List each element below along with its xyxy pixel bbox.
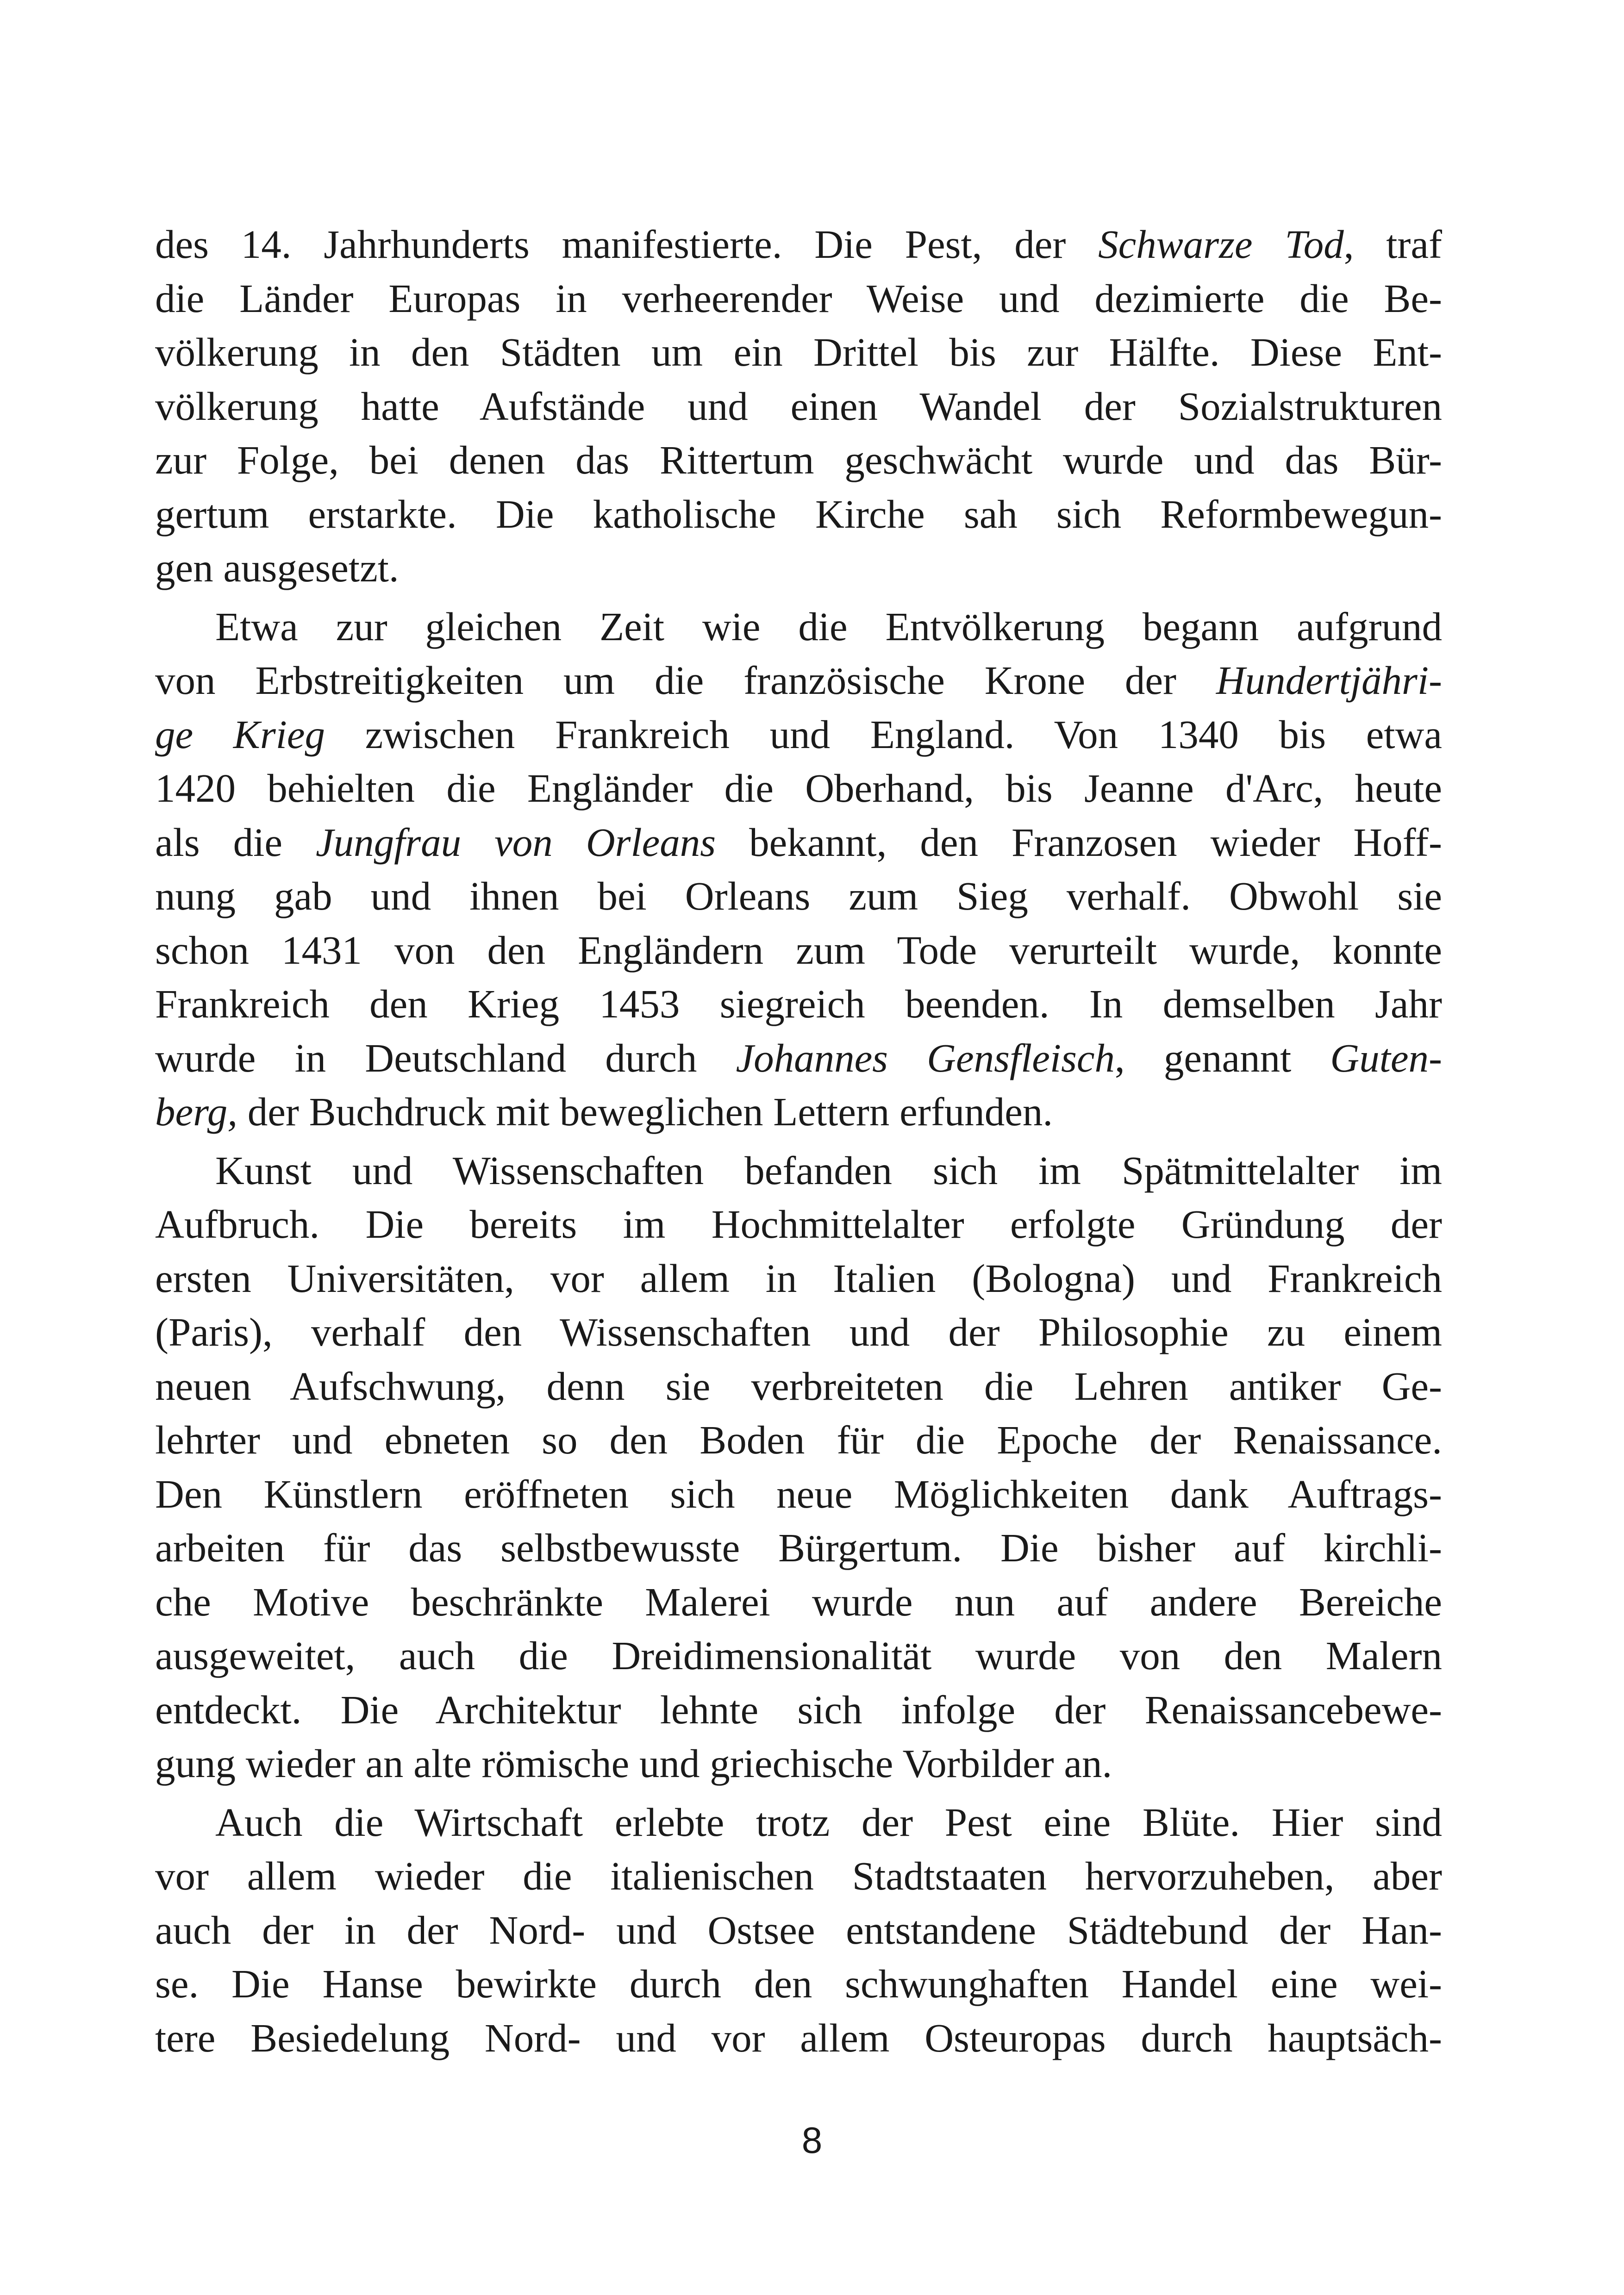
page-number: 8 [801, 2120, 823, 2161]
text-run: der Buchdruck mit beweglichen Lettern erfunden. [237, 1089, 1053, 1134]
text-run: (Paris), verhalf den Wissenschaften und der Philosophie zu einem [155, 1310, 1442, 1354]
italic-text: Jungfrau von Orleans [316, 819, 716, 865]
text-line [155, 433, 1442, 487]
italic-text: ge Krieg [155, 711, 325, 757]
text-line [155, 977, 1442, 1031]
text-run: Frankreich den Krieg 1453 siegreich beenden. In demselben Jahr [155, 981, 1442, 1026]
text-run: entdeckt. Die Architektur lehnte sich infolge der Renaissancebewe- [155, 1687, 1442, 1732]
text-line [155, 2011, 1442, 2065]
italic-text: Schwarze Tod [1098, 222, 1344, 267]
text-line [155, 272, 1442, 326]
text-run: gertum erstarkte. Die katholische Kirche sah sich Reformbewegun- [155, 491, 1442, 536]
text-line [155, 1683, 1442, 1737]
italic-text: berg, [155, 1089, 237, 1134]
text-line [155, 1305, 1442, 1360]
text-line [155, 816, 1442, 870]
text-run: lehrter und ebneten so den Boden für die Epoche der Renaissance. [155, 1417, 1442, 1462]
text-line [155, 1031, 1442, 1085]
paragraph-gap [155, 595, 1442, 600]
text-run: Auch die Wirtschaft erlebte trotz der Pest eine Blüte. Hier sind [215, 1799, 1442, 1845]
text-run: auch der in der Nord- und Ostsee entstandene Städtebund der Han- [155, 1907, 1442, 1952]
text-run: Kunst und Wissenschaften befanden sich im Spätmittelalter im [215, 1148, 1442, 1193]
text-run: bekannt, den Franzosen wieder Hoff- [716, 819, 1442, 865]
text-line [155, 600, 1442, 654]
text-run: 1420 behielten die Engländer die Oberhand, bis Jeanne d'Arc, heute [155, 766, 1442, 811]
text-run: des 14. Jahrhunderts manifestierte. Die Pest, der [155, 222, 1099, 267]
text-run: che Motive beschränkte Malerei wurde nun auf andere Bereiche [155, 1579, 1442, 1624]
paragraph [155, 1796, 1442, 2065]
body-text [155, 218, 1442, 2065]
paragraph [155, 1144, 1442, 1791]
text-run: Etwa zur gleichen Zeit wie die Entvölkerung begann aufgrund [215, 604, 1442, 649]
text-run: völkerung in den Städten um ein Drittel bis zur Hälfte. Diese Ent- [155, 330, 1442, 374]
text-line [155, 1360, 1442, 1414]
text-run: arbeiten für das selbstbewusste Bürgertum. Die bisher auf kirchli- [155, 1525, 1442, 1570]
text-run: se. Die Hanse bewirkte durch den schwunghaften Handel eine wei- [155, 1961, 1442, 2006]
text-line [155, 1521, 1442, 1575]
paragraph [155, 600, 1442, 1139]
text-line [155, 761, 1442, 816]
text-line [155, 1849, 1442, 1903]
text-line [155, 1085, 1442, 1139]
text-line [155, 380, 1442, 434]
text-run: völkerung hatte Aufstände und einen Wandel der Sozialstrukturen [155, 383, 1442, 429]
text-line [155, 1796, 1442, 1850]
text-line [155, 1252, 1442, 1306]
text-line [155, 1957, 1442, 2011]
text-run: tere Besiedelung Nord- und vor allem Osteuropas durch hauptsäch- [155, 2015, 1442, 2060]
text-run: zur Folge, bei denen das Rittertum geschwächt wurde und das Bür- [155, 437, 1442, 482]
text-run: wurde in Deutschland durch [155, 1035, 736, 1080]
text-run: die Länder Europas in verheerender Weise und dezimierte die Be- [155, 275, 1442, 321]
text-line [155, 1467, 1442, 1522]
text-line [155, 218, 1442, 272]
paragraph-gap [155, 1139, 1442, 1144]
text-line [155, 1629, 1442, 1683]
italic-text: Guten- [1330, 1035, 1442, 1080]
text-line [155, 1144, 1442, 1198]
text-run: , traf [1343, 222, 1442, 267]
text-line [155, 541, 1442, 595]
text-run: ausgeweitet, auch die Dreidimensionalität wurde von den Malern [155, 1633, 1442, 1678]
text-line [155, 1903, 1442, 1958]
text-run: nung gab und ihnen bei Orleans zum Sieg verhalf. Obwohl sie [155, 873, 1442, 918]
text-line [155, 325, 1442, 380]
text-run: von Erbstreitigkeiten um die französische Krone der [155, 658, 1216, 703]
text-run: vor allem wieder die italienischen Stadtstaaten hervorzuheben, aber [155, 1853, 1442, 1898]
text-run: ersten Universitäten, vor allem in Italien (Bologna) und Frankreich [155, 1255, 1442, 1301]
paragraph-gap [155, 1791, 1442, 1796]
text-run: Aufbruch. Die bereits im Hochmittelalter erfolgte Gründung der [155, 1202, 1442, 1247]
text-run: als die [155, 819, 316, 865]
text-line [155, 1197, 1442, 1252]
text-run: neuen Aufschwung, denn sie verbreiteten die Lehren antiker Ge- [155, 1363, 1442, 1409]
italic-text: Hundertjähri- [1216, 658, 1442, 703]
text-line [155, 708, 1442, 762]
text-line [155, 1575, 1442, 1629]
text-line [155, 923, 1442, 978]
text-line [155, 1413, 1442, 1467]
paragraph [155, 218, 1442, 595]
text-run: gen ausgesetzt. [155, 545, 399, 590]
text-run: schon 1431 von den Engländern zum Tode verurteilt wurde, konnte [155, 927, 1442, 973]
text-run: gung wieder an alte römische und griechische Vorbilder an. [155, 1741, 1112, 1786]
text-line [155, 654, 1442, 708]
text-line [155, 869, 1442, 923]
text-line [155, 1737, 1442, 1791]
text-run: Den Künstlern eröffneten sich neue Möglichkeiten dank Auftrags- [155, 1471, 1442, 1516]
text-run: , genannt [1115, 1035, 1330, 1080]
text-line [155, 487, 1442, 542]
text-run: zwischen Frankreich und England. Von 1340 bis etwa [325, 711, 1442, 757]
italic-text: Johannes Gensfleisch [736, 1035, 1115, 1080]
